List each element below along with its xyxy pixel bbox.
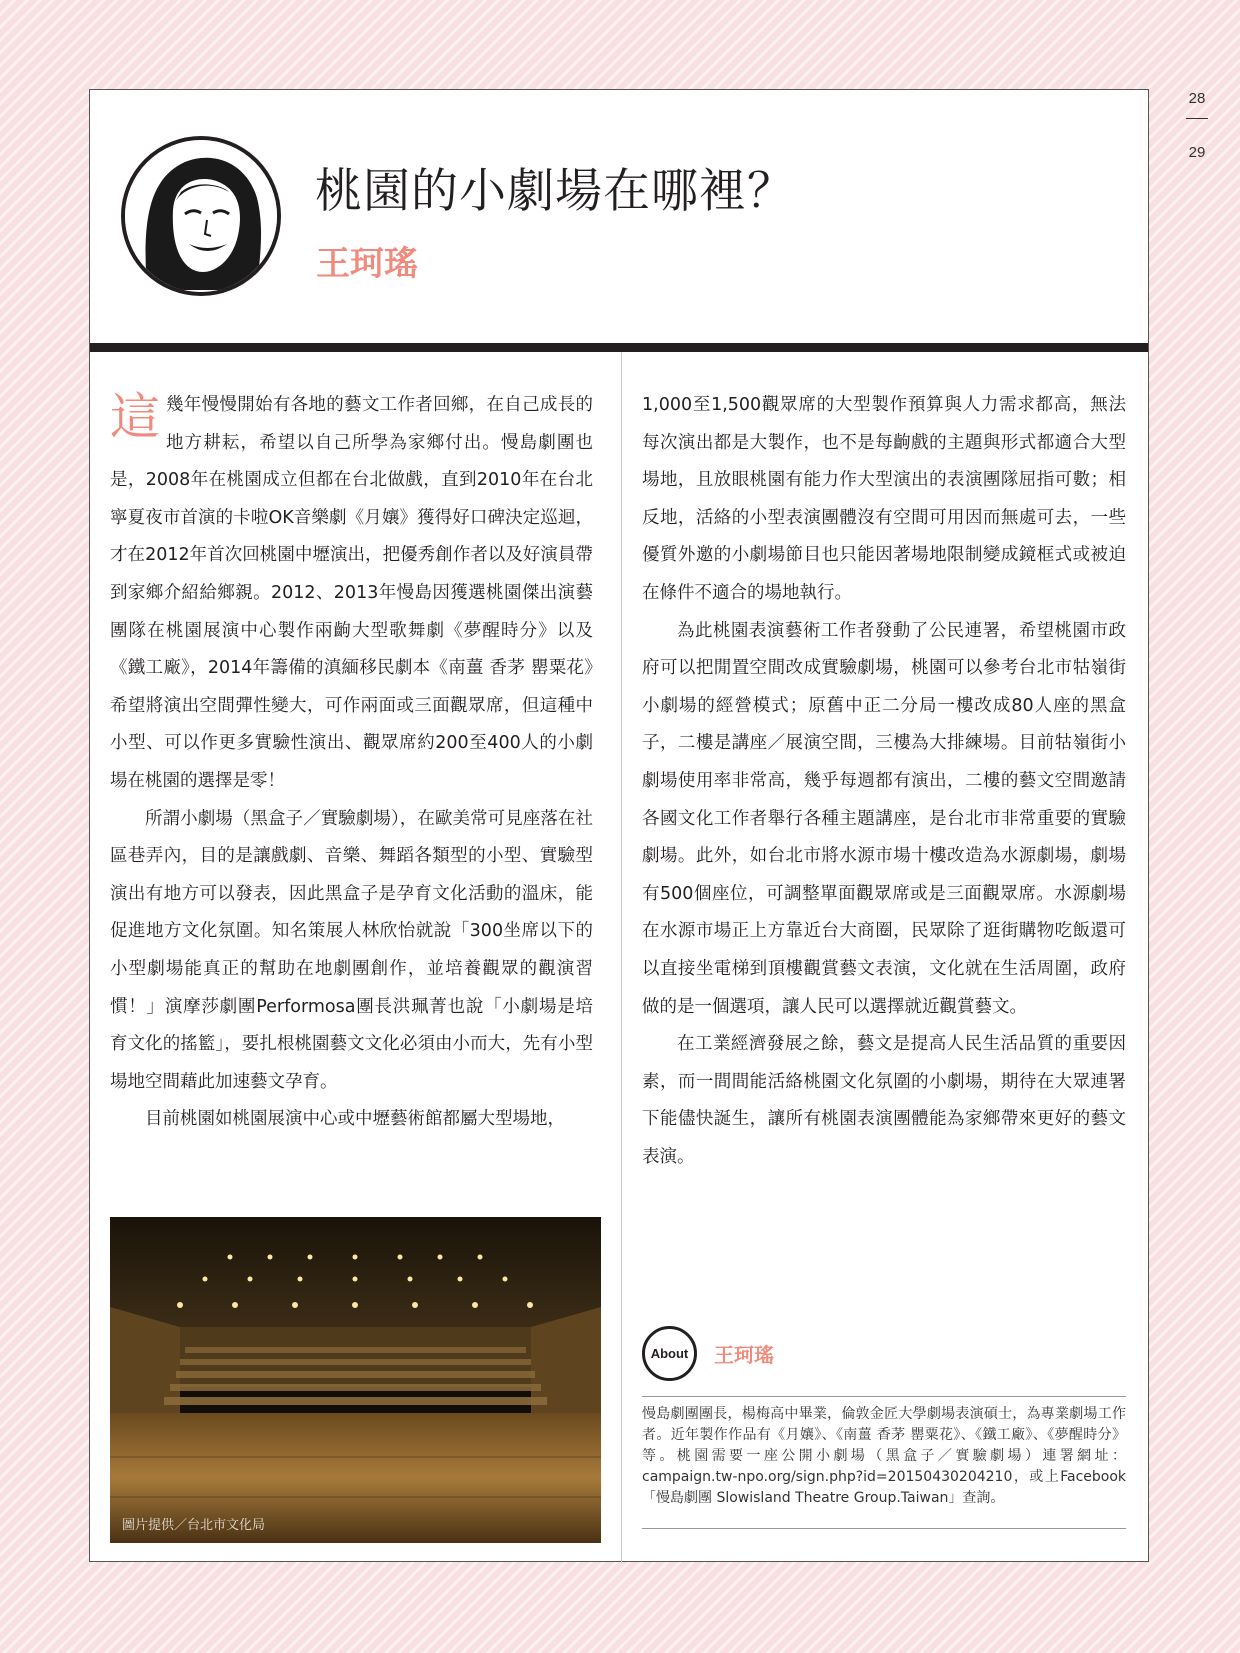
about-top-rule [642, 1396, 1126, 1397]
paragraph-2: 所謂小劇場（黑盒子／實驗劇場），在歐美常可見座落在社區巷弄內，目的是讓戲劇、音樂、舞蹈各類型的小型、實驗型演出有地方可以發表，因此黑盒子是孕育文化活動的溫床，能促進地方文化氛圍。知名策展人林欣怡就說「300坐席以下的小型劇場能真正的幫助在地劇團創作，並培養觀眾的觀演習慣！」演摩莎劇團Performosa團長洪珮菁也說「小劇場是培育文化的搖籃」，要扎根桃園藝文文化必須由小而大，先有小型場地空間藉此加速藝文孕育。 [110, 808, 593, 1092]
article-author: 王珂瑤 [316, 244, 418, 284]
drop-cap: 這 [110, 388, 160, 446]
page-number-divider [1186, 118, 1208, 119]
about-bio: 慢島劇團團長，楊梅高中畢業，倫敦金匠大學劇場表演碩士，為專業劇場工作者。近年製作作品有《月孃》、《南薑 香茅 罌粟花》、《鐵工廠》、《夢醒時分》等。桃園需要一座公開小劇場（黑盒子／實驗劇場）連署網址：campaign.tw-npo.org/sign.php?id=20150430204210，或上Facebook「慢島劇團 Slowisland Theatre Group.Taiwan」查詢。 [642, 1406, 1126, 1506]
paragraph-6: 在工業經濟發展之餘，藝文是提高人民生活品質的重要因素，而一間間能活絡桃園文化氛圍的小劇場，期待在大眾連署下能儘快誕生，讓所有桃園表演團體能為家鄉帶來更好的藝文表演。 [642, 1034, 1126, 1167]
left-column [110, 387, 593, 1139]
paragraph-5: 為此桃園表演藝術工作者發動了公民連署，希望桃園市政府可以把閒置空間改成實驗劇場，桃園可以參考台北市牯嶺街小劇場的經營模式；原舊中正二分局一樓改成80人座的黑盒子，二樓是講座／展演空間，三樓為大排練場。目前牯嶺街小劇場使用率非常高，幾乎每週都有演出，二樓的藝文空間邀請各國文化工作者舉行各種主題講座，是台北市非常重要的實驗劇場。此外，如台北市將水源市場十樓改造為水源劇場，劇場有500個座位，可調整單面觀眾席或是三面觀眾席。水源劇場在水源市場正上方靠近台大商圈，民眾除了逛街購物吃飯還可以直接坐電梯到頂樓觀賞藝文表演，文化就在生活周圍，政府做的是一個選項，讓人民可以選擇就近觀賞藝文。 [642, 620, 1126, 1017]
about-name: 王珂瑤 [714, 1343, 774, 1367]
about-bottom-rule [642, 1528, 1126, 1529]
author-portrait [121, 136, 281, 296]
paragraph-1 [110, 387, 593, 801]
right-column [642, 387, 1126, 1176]
photo-caption: 圖片提供／台北市文化局 [122, 1518, 266, 1533]
page-number-bottom: 29 [1188, 144, 1206, 161]
about-badge: About [642, 1326, 697, 1381]
article-header [90, 90, 1148, 345]
theatre-photo [110, 1217, 601, 1543]
article-card [89, 89, 1149, 1562]
paragraph-3: 目前桃園如桃園展演中心或中壢藝術館都屬大型場地， [145, 1109, 565, 1130]
column-divider [621, 352, 622, 1563]
page-number-top: 28 [1188, 90, 1206, 107]
paragraph-1-text: 幾年慢慢開始有各地的藝文工作者回鄉，在自己成長的地方耕耘，希望以自己所學為家鄉付出。慢島劇團也是，2008年在桃園成立但都在台北做戲，直到2010年在台北寧夏夜市首演的卡啦OK音樂劇《月孃》獲得好口碑決定巡迴，才在2012年首次回桃園中壢演出，把優秀創作者以及好演員帶到家鄉介紹給鄉親。2012、2013年慢島因獲選桃園傑出演藝團隊在桃園展演中心製作兩齣大型歌舞劇《夢醒時分》以及《鐵工廠》，2014年籌備的滇緬移民劇本《南薑 香茅 罌粟花》希望將演出空間彈性變大，可作兩面或三面觀眾席，但這種中小型、可以作更多實驗性演出、觀眾席約200至400人的小劇場在桃園的選擇是零！ [110, 395, 593, 791]
article-title: 桃園的小劇場在哪裡？ [315, 164, 795, 219]
header-rule [90, 343, 1148, 352]
paragraph-4: 1,000至1,500觀眾席的大型製作預算與人力需求都高，無法每次演出都是大製作，也不是每齣戲的主題與形式都適合大型場地，且放眼桃園有能力作大型演出的表演團隊屈指可數；相反地，活絡的小型表演團體沒有空間可用因而無處可去，一些優質外邀的小劇場節目也只能因著場地限制變成鏡框式或被迫在條件不適合的場地執行。 [642, 395, 1126, 603]
